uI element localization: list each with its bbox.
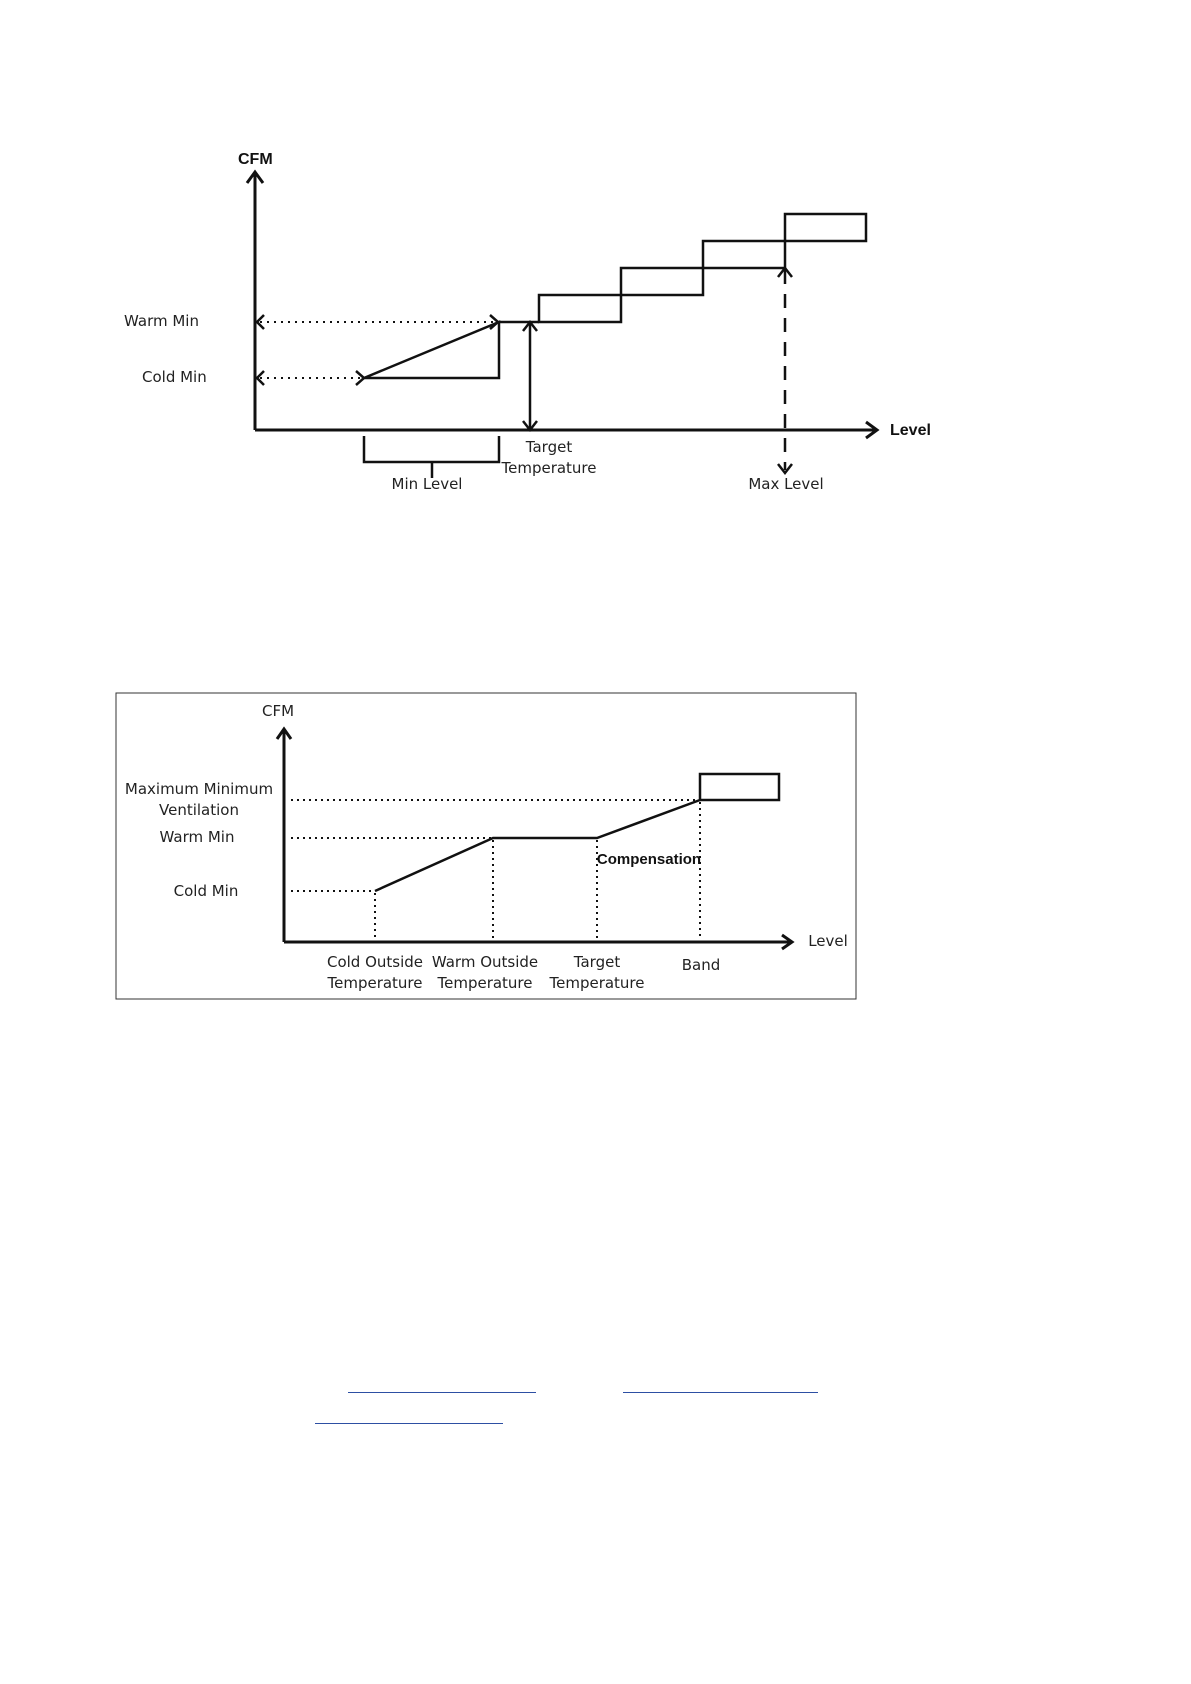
d1-min-level-label: Min Level [391, 475, 463, 493]
diagram-1 [124, 151, 931, 493]
d1-target-label-1: Target [525, 438, 573, 456]
link-underline-2[interactable] [623, 1392, 818, 1393]
d1-min-ramp-triangle [364, 322, 499, 378]
d1-step-1 [539, 295, 621, 322]
d1-step-2 [621, 268, 703, 295]
d2-cfm-label: CFM [261, 702, 295, 720]
d2-max-min-vent-label-1: Maximum Minimum [124, 780, 274, 798]
d2-max-min-vent-label-2: Ventilation [159, 801, 239, 819]
d1-level-label: Level [890, 422, 931, 439]
d2-warm-outside-label-2: Temperature [437, 974, 533, 992]
d2-target-label-1: Target [573, 953, 621, 971]
d2-compensation-label: Compensation [596, 851, 702, 868]
d1-cfm-label: CFM [238, 151, 273, 168]
d2-warm-min-label: Warm Min [159, 828, 235, 846]
d1-max-level-label: Max Level [748, 475, 824, 493]
d2-cold-min-label: Cold Min [173, 882, 239, 900]
d2-band-box [700, 774, 779, 800]
d1-warm-min-label: Warm Min [124, 312, 199, 330]
link-underline-1[interactable] [348, 1392, 536, 1393]
d1-min-level-bracket [364, 436, 499, 462]
d1-cold-min-label: Cold Min [142, 368, 207, 386]
d2-warm-outside-label-1: Warm Outside [431, 953, 539, 971]
d2-cold-outside-label-2: Temperature [327, 974, 423, 992]
d1-step-3 [703, 241, 785, 268]
link-underline-3[interactable] [315, 1423, 503, 1424]
d1-step-4 [785, 214, 866, 241]
d2-target-label-2: Temperature [549, 974, 645, 992]
d2-band-label: Band [681, 956, 721, 974]
d2-level-label: Level [808, 932, 848, 950]
d1-target-label-2: Temperature [501, 459, 597, 477]
d2-ventilation-curve [375, 800, 700, 891]
d2-cold-outside-label-1: Cold Outside [326, 953, 424, 971]
diagram-2 [116, 693, 856, 999]
